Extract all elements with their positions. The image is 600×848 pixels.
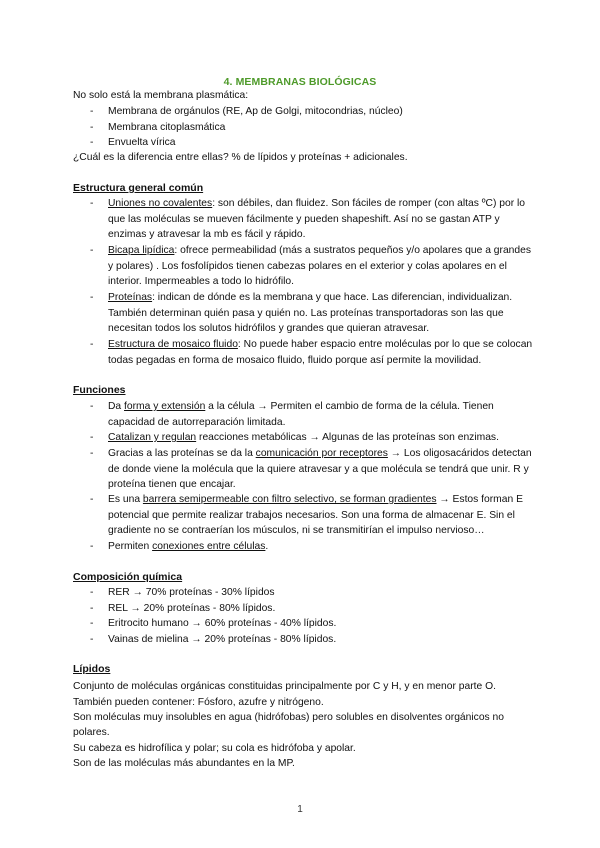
paragraph-line: Son de las moléculas más abundantes en la MP.	[73, 758, 295, 769]
intro-question: ¿Cuál es la diferencia entre ellas? % de lípidos y proteínas + adicionales.	[73, 152, 408, 163]
document-page: 4. MEMBRANAS BIOLÓGICAS No solo está la membrana plasmática: - Membrana de orgánulos (RE, Ap de Golgi, mitocondrias, núcleo) - Membrana citoplasmática - Envuelta vírica ¿Cuál es la diferencia entre ellas? % de lípidos y proteínas + adicionales. Estructura general común - Uniones no covalentes: son débiles, dan fluidez. Son fáciles de romper (con altas ºC) por lo que las moléculas se mueven fácilmente y pueden shapeshift. Así no se gastan ATP y enzimas y atravesar la mb es fácil y rápido. - Bicapa lipídica: ofrece permeabilidad (más a sustratos pequeños y/o apolares que a grandes y polares) . Los fosfolípidos tienen cabezas polares en el exterior y colas apolares en el interior. Impermeables a todo lo hidrófilo. - Proteínas: indican de dónde es la membrana y que hace. Las diferencian, individualizan. También determinan quién pasa y quién no. Las proteínas transportadoras son las que necesitan todos los solutos hidrófilos y grandes que quieran atravesar. - Estructura de mosaico fluido: No puede haber espacio entre moléculas por lo que se colocan todas pegadas en forma de mosaico fluido, fluido porque así permite la movilidad. Funciones - Da forma y extensión a la célula → Permiten el cambio de forma de la célula. Tienen capacidad de autorreparación limitada. - Catalizan y regulan reacciones metabólicas → Algunas de las proteínas son enzimas. - Gracias a las proteínas se da la comunicación por receptores → Los oligosacáridos detectan de donde viene la molécula que la quiere atravesar y a que molécula se tendrá que unir. R y proteína tienen que encajar. - Es una barrera semipermeable con filtro selectivo, se forman gradientes → Estos forman E potencial que permite realizar trabajos necesarios. Son una forma de almacenar E. Sin el gradiente no se contraerían los músculos, ni se transmitirían el impulso nervioso… - Permiten conexiones entre células. Composición química - RER → 70% proteínas - 30% lípidos - REL → 20% proteínas - 80% lípidos. - Eritrocito humano → 60% proteínas - 40% lípidos. - Vainas de mielina → 20% proteínas - 80% lípidos. Lípidos Conjunto de moléculas orgánicas constituidas principalmente por C y H, y en menor parte O. También pueden contener: Fósforo, azufre y nitrógeno. Son moléculas muy insolubles en agua (hidrófobas) pero solubles en disolventes orgánicos no polares. Su cabeza es hidrofílica y polar; su cola es hidrófoba y apolar. Son de las moléculas más abundantes en la MP. 1	[0, 0, 600, 848]
paragraph-line: Conjunto de moléculas orgánicas constituidas principalmente por C y H, y en menor parte O.	[73, 681, 496, 692]
section-heading-lipidos: Lípidos	[73, 663, 111, 675]
section-heading-estructura: Estructura general común	[73, 182, 204, 194]
page-number: 1	[297, 804, 303, 815]
intro-lead: No solo está la membrana plasmática:	[73, 90, 249, 101]
paragraph-line: Su cabeza es hidrofílica y polar; su cola es hidrófoba y apolar.	[73, 743, 356, 754]
section-heading-funciones: Funciones	[73, 384, 126, 396]
page-title: 4. MEMBRANAS BIOLÓGICAS	[223, 76, 377, 88]
section-heading-composicion: Composición química	[73, 571, 183, 583]
paragraph-line: polares.	[73, 727, 110, 738]
paragraph-line: También pueden contener: Fósforo, azufre y nitrógeno.	[73, 697, 324, 708]
paragraph-line: Son moléculas muy insolubles en agua (hidrófobas) pero solubles en disolventes orgánicos no	[73, 712, 505, 723]
